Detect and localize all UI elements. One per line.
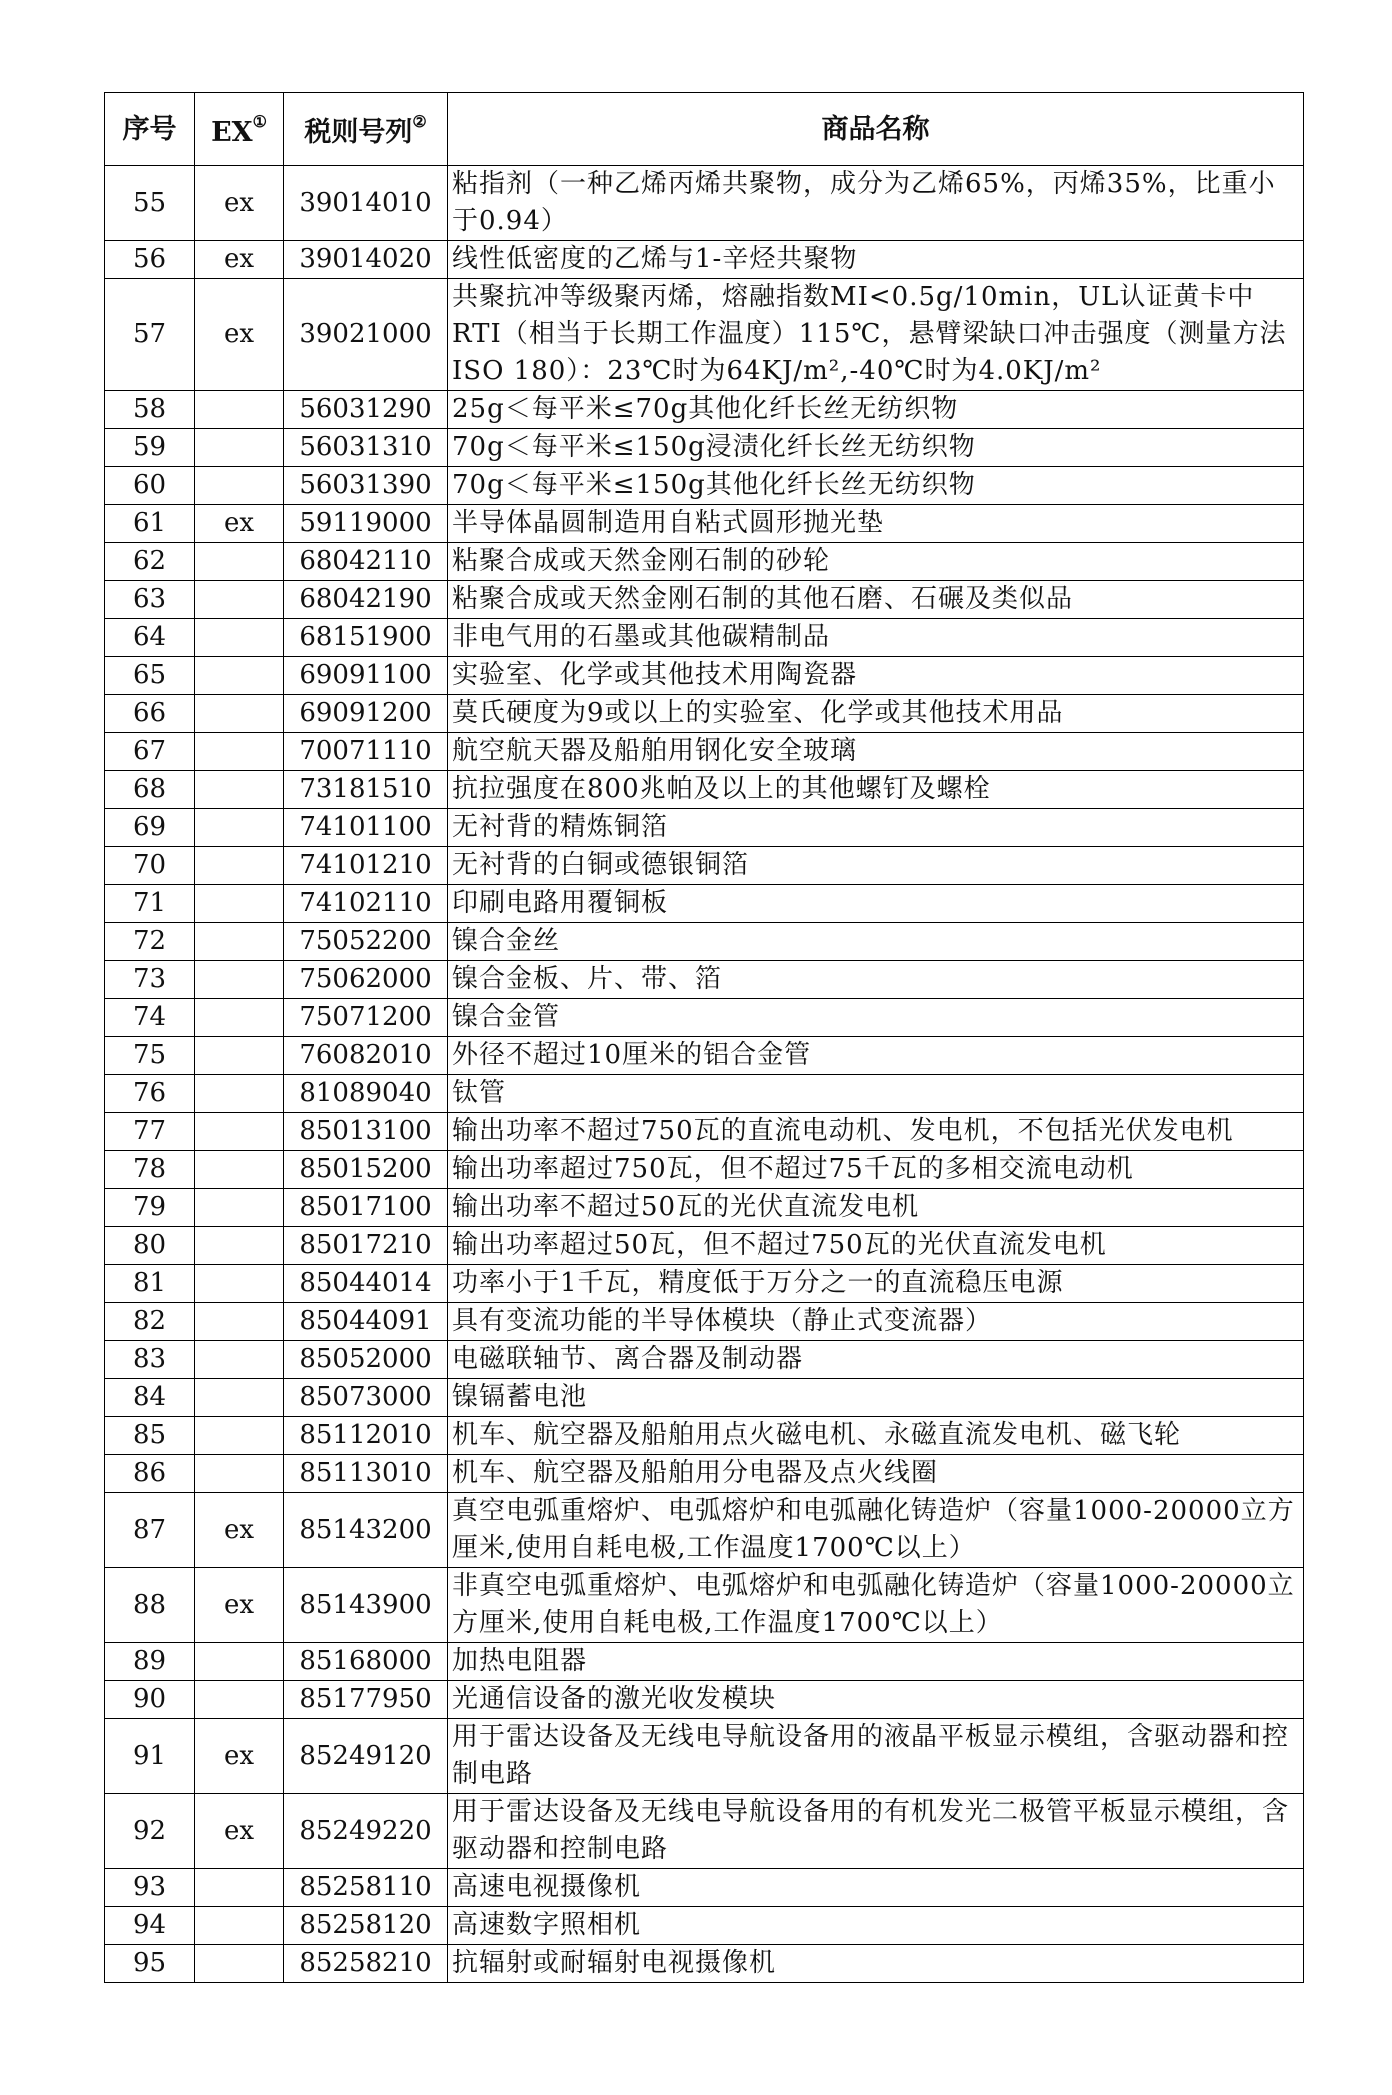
row-seq: 59 — [105, 429, 195, 467]
row-name: 输出功率超过750瓦，但不超过75千瓦的多相交流电动机 — [448, 1151, 1304, 1189]
row-ex — [195, 581, 284, 619]
table-row — [105, 695, 1304, 733]
header-ex-label: EX — [211, 117, 253, 148]
row-seq: 79 — [105, 1189, 195, 1227]
row-name: 70g＜每平米≤150g浸渍化纤长丝无纺织物 — [448, 429, 1304, 467]
row-code: 56031310 — [284, 429, 448, 467]
row-seq: 55 — [105, 166, 195, 241]
row-seq: 62 — [105, 543, 195, 581]
table-row — [105, 241, 1304, 279]
row-name: 粘聚合成或天然金刚石制的其他石磨、石碾及类似品 — [448, 581, 1304, 619]
row-seq: 94 — [105, 1907, 195, 1945]
table-row — [105, 885, 1304, 923]
row-name: 粘指剂（一种乙烯丙烯共聚物，成分为乙烯65%，丙烯35%，比重小于0.94） — [448, 166, 1304, 241]
row-name: 机车、航空器及船舶用点火磁电机、永磁直流发电机、磁飞轮 — [448, 1417, 1304, 1455]
row-seq: 63 — [105, 581, 195, 619]
row-code: 85073000 — [284, 1379, 448, 1417]
row-ex — [195, 847, 284, 885]
row-code: 68042190 — [284, 581, 448, 619]
table-row — [105, 1037, 1304, 1075]
row-name: 电磁联轴节、离合器及制动器 — [448, 1341, 1304, 1379]
row-code: 75052200 — [284, 923, 448, 961]
row-name: 镍合金管 — [448, 999, 1304, 1037]
table-row — [105, 961, 1304, 999]
row-name: 机车、航空器及船舶用分电器及点火线圈 — [448, 1455, 1304, 1493]
row-seq: 86 — [105, 1455, 195, 1493]
table-row — [105, 1869, 1304, 1907]
row-seq: 60 — [105, 467, 195, 505]
row-ex — [195, 771, 284, 809]
row-ex — [195, 999, 284, 1037]
row-code: 85258110 — [284, 1869, 448, 1907]
header-ex — [195, 93, 284, 166]
table-row — [105, 1455, 1304, 1493]
row-seq: 76 — [105, 1075, 195, 1113]
row-ex — [195, 1189, 284, 1227]
row-name: 无衬背的精炼铜箔 — [448, 809, 1304, 847]
row-ex — [195, 657, 284, 695]
tariff-table — [104, 92, 1304, 1983]
table-row — [105, 1151, 1304, 1189]
row-seq: 58 — [105, 391, 195, 429]
row-seq: 64 — [105, 619, 195, 657]
row-ex — [195, 961, 284, 999]
row-name: 共聚抗冲等级聚丙烯，熔融指数MI<0.5g/10min，UL认证黄卡中RTI（相当于长期工作温度）115℃，悬臂梁缺口冲击强度（测量方法ISO 180）：23℃时为64KJ/m²,-40℃时为4.0KJ/m² — [448, 279, 1304, 391]
row-ex — [195, 809, 284, 847]
row-ex — [195, 885, 284, 923]
row-code: 85143200 — [284, 1493, 448, 1568]
row-ex — [195, 1643, 284, 1681]
header-name — [448, 93, 1304, 166]
row-seq: 69 — [105, 809, 195, 847]
row-name: 航空航天器及船舶用钢化安全玻璃 — [448, 733, 1304, 771]
row-name: 非电气用的石墨或其他碳精制品 — [448, 619, 1304, 657]
row-name: 功率小于1千瓦，精度低于万分之一的直流稳压电源 — [448, 1265, 1304, 1303]
row-ex — [195, 1869, 284, 1907]
row-name: 25g＜每平米≤70g其他化纤长丝无纺织物 — [448, 391, 1304, 429]
row-seq: 70 — [105, 847, 195, 885]
row-ex: ex — [195, 1568, 284, 1643]
table-row — [105, 923, 1304, 961]
table-row — [105, 1681, 1304, 1719]
header-name-label: 商品名称 — [821, 113, 930, 145]
table-row — [105, 166, 1304, 241]
row-name: 莫氏硬度为9或以上的实验室、化学或其他技术用品 — [448, 695, 1304, 733]
row-name: 70g＜每平米≤150g其他化纤长丝无纺织物 — [448, 467, 1304, 505]
row-code: 85044014 — [284, 1265, 448, 1303]
table-row — [105, 1568, 1304, 1643]
table-row — [105, 391, 1304, 429]
row-seq: 90 — [105, 1681, 195, 1719]
row-code: 68042110 — [284, 543, 448, 581]
table-row — [105, 1794, 1304, 1869]
row-name: 非真空电弧重熔炉、电弧熔炉和电弧融化铸造炉（容量1000-20000立方厘米,使用自耗电极,工作温度1700℃以上） — [448, 1568, 1304, 1643]
row-code: 85249220 — [284, 1794, 448, 1869]
row-ex — [195, 467, 284, 505]
row-name: 实验室、化学或其他技术用陶瓷器 — [448, 657, 1304, 695]
row-ex — [195, 733, 284, 771]
row-code: 85015200 — [284, 1151, 448, 1189]
table-row — [105, 1417, 1304, 1455]
row-name: 输出功率不超过750瓦的直流电动机、发电机，不包括光伏发电机 — [448, 1113, 1304, 1151]
row-ex — [195, 1341, 284, 1379]
row-name: 镍合金板、片、带、箔 — [448, 961, 1304, 999]
table-row — [105, 1265, 1304, 1303]
table-row — [105, 847, 1304, 885]
table-row — [105, 543, 1304, 581]
row-name: 粘聚合成或天然金刚石制的砂轮 — [448, 543, 1304, 581]
row-code: 39014020 — [284, 241, 448, 279]
row-seq: 61 — [105, 505, 195, 543]
row-code: 75062000 — [284, 961, 448, 999]
row-code: 85017100 — [284, 1189, 448, 1227]
row-seq: 72 — [105, 923, 195, 961]
row-name: 用于雷达设备及无线电导航设备用的有机发光二极管平板显示模组，含驱动器和控制电路 — [448, 1794, 1304, 1869]
row-name: 高速电视摄像机 — [448, 1869, 1304, 1907]
table-row — [105, 1643, 1304, 1681]
row-seq: 87 — [105, 1493, 195, 1568]
row-name: 半导体晶圆制造用自粘式圆形抛光垫 — [448, 505, 1304, 543]
row-ex — [195, 1945, 284, 1983]
row-seq: 84 — [105, 1379, 195, 1417]
row-seq: 73 — [105, 961, 195, 999]
row-code: 56031290 — [284, 391, 448, 429]
table-row — [105, 505, 1304, 543]
table-row — [105, 657, 1304, 695]
row-seq: 57 — [105, 279, 195, 391]
row-ex — [195, 1037, 284, 1075]
row-code: 56031390 — [284, 467, 448, 505]
header-seq-label: 序号 — [122, 113, 177, 145]
row-ex — [195, 1113, 284, 1151]
row-seq: 92 — [105, 1794, 195, 1869]
header-code-footnote: ② — [412, 112, 427, 131]
table-row — [105, 1719, 1304, 1794]
table-row — [105, 429, 1304, 467]
table-row — [105, 619, 1304, 657]
row-ex: ex — [195, 1794, 284, 1869]
row-seq: 74 — [105, 999, 195, 1037]
header-code-label: 税则号列 — [304, 117, 413, 148]
row-seq: 89 — [105, 1643, 195, 1681]
row-code: 81089040 — [284, 1075, 448, 1113]
row-name: 无衬背的白铜或德银铜箔 — [448, 847, 1304, 885]
row-name: 外径不超过10厘米的铝合金管 — [448, 1037, 1304, 1075]
row-name: 光通信设备的激光收发模块 — [448, 1681, 1304, 1719]
row-seq: 65 — [105, 657, 195, 695]
row-ex: ex — [195, 166, 284, 241]
row-name: 真空电弧重熔炉、电弧熔炉和电弧融化铸造炉（容量1000-20000立方厘米,使用自耗电极,工作温度1700℃以上） — [448, 1493, 1304, 1568]
row-code: 74101100 — [284, 809, 448, 847]
table-row — [105, 1493, 1304, 1568]
table-row — [105, 581, 1304, 619]
table-row — [105, 1113, 1304, 1151]
row-code: 74102110 — [284, 885, 448, 923]
table-row — [105, 1075, 1304, 1113]
row-code: 70071110 — [284, 733, 448, 771]
row-seq: 81 — [105, 1265, 195, 1303]
row-seq: 93 — [105, 1869, 195, 1907]
row-seq: 85 — [105, 1417, 195, 1455]
row-seq: 78 — [105, 1151, 195, 1189]
row-name: 高速数字照相机 — [448, 1907, 1304, 1945]
row-ex: ex — [195, 1493, 284, 1568]
row-ex — [195, 1075, 284, 1113]
row-code: 68151900 — [284, 619, 448, 657]
row-ex: ex — [195, 505, 284, 543]
row-code: 69091100 — [284, 657, 448, 695]
row-code: 85113010 — [284, 1455, 448, 1493]
row-name: 镍镉蓄电池 — [448, 1379, 1304, 1417]
table-row — [105, 1189, 1304, 1227]
row-code: 39021000 — [284, 279, 448, 391]
table-row — [105, 1341, 1304, 1379]
table-row — [105, 733, 1304, 771]
row-code: 69091200 — [284, 695, 448, 733]
row-name: 输出功率超过50瓦，但不超过750瓦的光伏直流发电机 — [448, 1227, 1304, 1265]
row-seq: 82 — [105, 1303, 195, 1341]
row-ex: ex — [195, 1719, 284, 1794]
row-code: 73181510 — [284, 771, 448, 809]
row-name: 用于雷达设备及无线电导航设备用的液晶平板显示模组，含驱动器和控制电路 — [448, 1719, 1304, 1794]
row-seq: 75 — [105, 1037, 195, 1075]
row-seq: 68 — [105, 771, 195, 809]
row-seq: 56 — [105, 241, 195, 279]
row-code: 85249120 — [284, 1719, 448, 1794]
row-seq: 80 — [105, 1227, 195, 1265]
row-ex — [195, 1151, 284, 1189]
row-ex — [195, 391, 284, 429]
row-name: 输出功率不超过50瓦的光伏直流发电机 — [448, 1189, 1304, 1227]
row-code: 85112010 — [284, 1417, 448, 1455]
table-row — [105, 1303, 1304, 1341]
row-ex — [195, 1303, 284, 1341]
header-ex-footnote: ① — [252, 112, 267, 131]
row-ex — [195, 1455, 284, 1493]
row-seq: 71 — [105, 885, 195, 923]
row-ex: ex — [195, 241, 284, 279]
row-ex — [195, 1265, 284, 1303]
table-row — [105, 771, 1304, 809]
table-row — [105, 999, 1304, 1037]
row-name: 印刷电路用覆铜板 — [448, 885, 1304, 923]
row-seq: 77 — [105, 1113, 195, 1151]
table-row — [105, 1227, 1304, 1265]
row-code: 39014010 — [284, 166, 448, 241]
row-seq: 67 — [105, 733, 195, 771]
header-code — [284, 93, 448, 166]
row-ex — [195, 1379, 284, 1417]
row-code: 85258120 — [284, 1907, 448, 1945]
table-row — [105, 1379, 1304, 1417]
table-row — [105, 279, 1304, 391]
row-seq: 88 — [105, 1568, 195, 1643]
row-code: 85044091 — [284, 1303, 448, 1341]
row-ex — [195, 1417, 284, 1455]
row-seq: 83 — [105, 1341, 195, 1379]
row-ex — [195, 695, 284, 733]
row-ex — [195, 619, 284, 657]
table-row — [105, 467, 1304, 505]
row-ex — [195, 1227, 284, 1265]
row-code: 74101210 — [284, 847, 448, 885]
table-row — [105, 1945, 1304, 1983]
row-name: 具有变流功能的半导体模块（静止式变流器） — [448, 1303, 1304, 1341]
row-seq: 95 — [105, 1945, 195, 1983]
row-ex — [195, 429, 284, 467]
row-code: 59119000 — [284, 505, 448, 543]
row-name: 加热电阻器 — [448, 1643, 1304, 1681]
row-code: 76082010 — [284, 1037, 448, 1075]
header-seq — [105, 93, 195, 166]
row-seq: 66 — [105, 695, 195, 733]
table-body — [105, 166, 1304, 1983]
row-code: 85052000 — [284, 1341, 448, 1379]
row-ex — [195, 923, 284, 961]
row-name: 抗拉强度在800兆帕及以上的其他螺钉及螺栓 — [448, 771, 1304, 809]
table-header-row — [105, 93, 1304, 166]
row-code: 85258210 — [284, 1945, 448, 1983]
table-row — [105, 809, 1304, 847]
row-ex — [195, 543, 284, 581]
row-name: 抗辐射或耐辐射电视摄像机 — [448, 1945, 1304, 1983]
row-ex: ex — [195, 279, 284, 391]
row-code: 85017210 — [284, 1227, 448, 1265]
row-seq: 91 — [105, 1719, 195, 1794]
row-ex — [195, 1907, 284, 1945]
table-row — [105, 1907, 1304, 1945]
row-code: 85168000 — [284, 1643, 448, 1681]
row-code: 75071200 — [284, 999, 448, 1037]
row-name: 线性低密度的乙烯与1-辛烃共聚物 — [448, 241, 1304, 279]
row-code: 85177950 — [284, 1681, 448, 1719]
row-name: 钛管 — [448, 1075, 1304, 1113]
row-code: 85143900 — [284, 1568, 448, 1643]
row-ex — [195, 1681, 284, 1719]
row-name: 镍合金丝 — [448, 923, 1304, 961]
row-code: 85013100 — [284, 1113, 448, 1151]
